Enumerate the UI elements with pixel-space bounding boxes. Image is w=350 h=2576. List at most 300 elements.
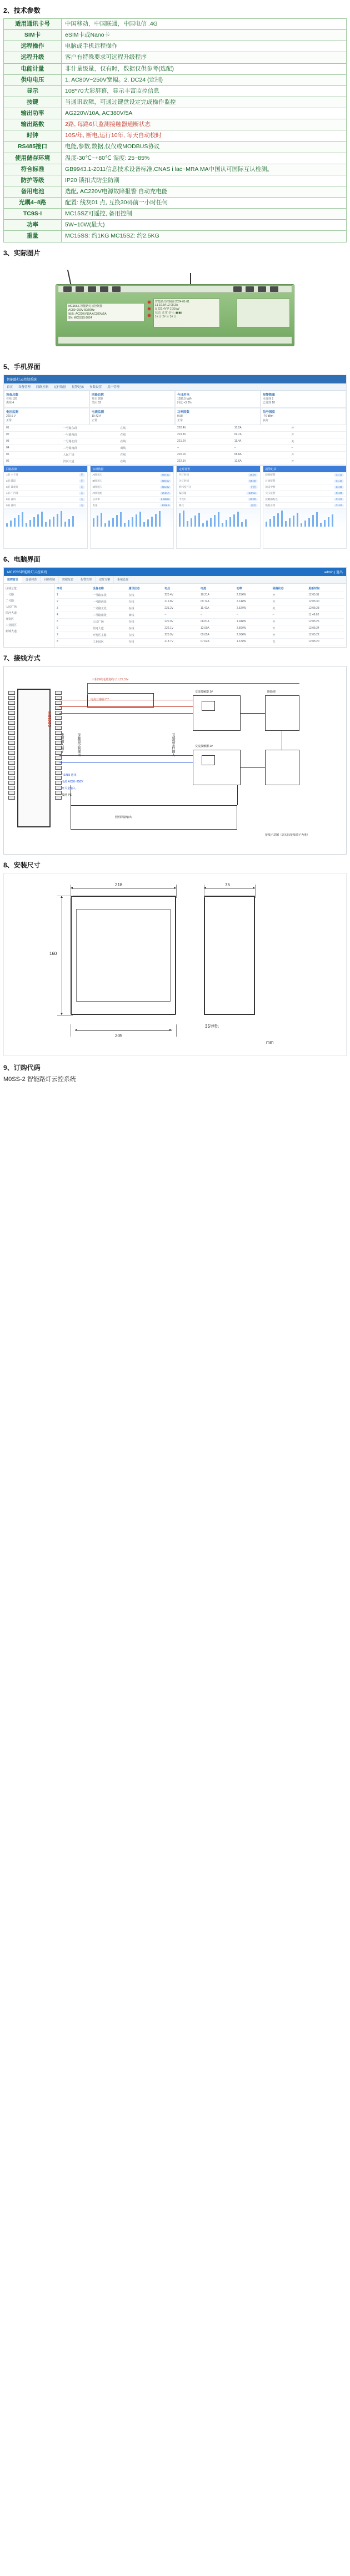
phone-item-label: 总功率 xyxy=(92,498,100,501)
screen-line: U 221.4V P 2.31kW xyxy=(155,307,179,311)
wiring-terminal xyxy=(55,771,62,775)
phone-list-item[interactable] xyxy=(263,491,347,497)
card-line: 关闭 52 xyxy=(92,401,101,405)
chart-bar xyxy=(289,518,291,527)
table-cell: 11.4A xyxy=(234,440,242,443)
table-cell: 关 xyxy=(291,440,294,443)
console-nav[interactable] xyxy=(4,383,346,391)
wiring-terminal xyxy=(55,791,62,795)
pc-table-cell: 滨河大道 xyxy=(92,627,104,630)
phone-item-label: A相电流 xyxy=(92,492,102,494)
pc-table-cell: 7 xyxy=(57,633,58,637)
chart-bar xyxy=(226,520,227,527)
card-title: 报警数量 xyxy=(263,393,276,397)
phone-list-item[interactable] xyxy=(263,478,347,484)
chart-bar xyxy=(18,515,19,527)
pc-table-cell: 07.62A xyxy=(201,640,209,643)
wiring-terminal xyxy=(55,726,62,730)
wiring-terminal xyxy=(8,721,15,725)
pc-table-cell: 219.8V xyxy=(164,600,174,603)
card-title: 功率因数 xyxy=(177,410,190,414)
phone-item-value: 1286.5 xyxy=(160,504,171,507)
phone-list-item[interactable] xyxy=(4,478,87,484)
phone-list-item[interactable] xyxy=(91,491,174,497)
table-cell: 滨河大道 xyxy=(63,460,74,463)
chart-bar xyxy=(155,514,157,527)
pc-sidebar-item[interactable]: 开发区 xyxy=(6,618,14,621)
spec-key: 输出路数 xyxy=(4,119,62,130)
console-nav-item[interactable]: 运行数据 xyxy=(54,385,67,389)
pc-table-row[interactable] xyxy=(57,605,344,612)
pc-column-header: 序号 xyxy=(57,587,63,590)
spec-value: 温度-30℃~+80℃ 湿度: 25~85% xyxy=(62,153,347,164)
wiring-left-terminals xyxy=(8,691,16,801)
pc-table-cell: 开发区主路 xyxy=(92,634,107,637)
wire-line xyxy=(237,785,238,805)
spec-row xyxy=(4,41,347,52)
order-section-title: 9、订购代码 xyxy=(3,1064,41,1072)
spec-row xyxy=(4,130,347,142)
table-cell: 在线 xyxy=(120,440,126,443)
wiring-terminal xyxy=(8,781,15,785)
card-title: 电压监测 xyxy=(6,410,19,414)
status-led-icon xyxy=(148,314,151,317)
chart-bar xyxy=(206,521,208,527)
table-cell: 在线 xyxy=(120,433,126,437)
wiring-label: 三相四线电源进线 L1 L2 L3 N xyxy=(92,678,128,681)
phone-item-label: 开灯时间 xyxy=(179,473,189,476)
spec-row xyxy=(4,164,347,175)
chart-bar xyxy=(139,512,141,527)
pc-tab[interactable]: 回路控制 xyxy=(41,576,59,583)
pc-table-cell: 二号路北段 xyxy=(92,607,107,610)
console-stat-card[interactable] xyxy=(261,391,346,408)
pc-table-cell: -- xyxy=(164,613,167,617)
table-cell: 开 xyxy=(291,453,294,457)
spec-value: AG220V/10A, AC380V/5A xyxy=(62,108,347,119)
card-title: 设备总数 xyxy=(6,393,19,397)
console-nav-item[interactable]: 用户管理 xyxy=(107,385,120,389)
phone-list-item[interactable] xyxy=(91,472,174,478)
spec-key: TC9S-I xyxy=(4,209,62,220)
pc-sidebar-item[interactable]: 工业园区 xyxy=(6,624,17,627)
phone-list-item[interactable] xyxy=(91,503,174,509)
spec-value: 电脑或手机远程操作 xyxy=(62,41,347,52)
chart-bar xyxy=(218,512,219,527)
wiring-terminal xyxy=(8,726,15,730)
wiring-label: 电流互感器 CT xyxy=(91,698,109,701)
pc-table-cell: 6 xyxy=(57,627,58,630)
spec-key: 时钟 xyxy=(4,130,62,142)
pc-table-cell: 5 xyxy=(57,620,58,623)
pc-table-cell: 222.1V xyxy=(164,627,174,630)
mount-rail-text: 35导轨 xyxy=(205,1024,219,1029)
pc-table-cell: 221.2V xyxy=(164,607,174,610)
phone-list-item[interactable] xyxy=(177,472,260,478)
terminal-block xyxy=(76,286,84,292)
pc-tab[interactable]: 监控首页 xyxy=(4,576,22,583)
pc-table-row[interactable] xyxy=(57,592,344,599)
wiring-terminal xyxy=(8,746,15,750)
card-title: 电流监测 xyxy=(92,410,104,414)
phone-item-value: 关 xyxy=(79,486,85,489)
phone-list-item[interactable] xyxy=(4,491,87,497)
phone-item-label: 2路 辅道 xyxy=(6,479,16,482)
chart-bar xyxy=(308,518,310,527)
console-nav-item[interactable]: 参数设置 xyxy=(89,385,102,389)
extension-line xyxy=(176,1024,177,1037)
spec-value: 中国移动，中国联通，中国电信 .4G xyxy=(62,19,347,30)
phone-item-value: 01-03 xyxy=(334,498,344,501)
phone-section-title: 5、手机界面 xyxy=(3,362,41,371)
console-stat-card[interactable] xyxy=(4,391,89,408)
pc-table-cell: 11:48:02 xyxy=(308,613,319,617)
chart-bar xyxy=(120,512,122,527)
pc-table-row[interactable] xyxy=(57,639,344,645)
phone-item-value: 01-10 xyxy=(334,479,344,483)
terminal-block xyxy=(100,286,108,292)
nameplate-line: MC15SS 智能路灯云控制器 xyxy=(68,304,103,308)
spec-row xyxy=(4,142,347,153)
wiring-terminal xyxy=(8,701,15,705)
chart-bar xyxy=(151,517,153,527)
pc-table-cell: 12:05:24 xyxy=(308,627,319,630)
table-cell: 220.4V xyxy=(177,426,186,430)
chart-bar xyxy=(198,513,200,527)
spec-row xyxy=(4,119,347,130)
wiring-terminal xyxy=(55,766,62,770)
pc-column-header: 功率 xyxy=(236,587,242,590)
pc-table-cell: 关 xyxy=(272,640,276,644)
pc-table-cell: 在线 xyxy=(128,594,134,597)
table-cell: 10.2A xyxy=(234,426,242,430)
console-header: 智能路灯云控制系统 xyxy=(4,375,346,383)
pc-table-cell: 2.14kW xyxy=(236,600,246,603)
phone-item-label: 接触器粘连 xyxy=(265,498,278,501)
pc-sidebar-item[interactable]: 一号路 xyxy=(6,593,14,597)
phone-list-item[interactable] xyxy=(263,503,347,509)
phone-item-label: B相电压 xyxy=(92,479,102,482)
chart-bar xyxy=(320,523,322,527)
chart-bar xyxy=(136,514,137,527)
pc-body xyxy=(4,584,346,647)
pc-console xyxy=(3,567,347,648)
chart-bar xyxy=(273,516,275,527)
pc-sidebar-item[interactable]: 区域总览 xyxy=(6,587,17,590)
pc-table-row[interactable] xyxy=(57,632,344,639)
pc-column-header: 更新时间 xyxy=(308,587,320,590)
pc-table-cell: 08.81A xyxy=(201,620,209,623)
phone-list-item[interactable] xyxy=(263,484,347,491)
phone-item-value: 启用 xyxy=(249,486,258,489)
spec-value: 2路, 每路6只监测接触器通断状态 xyxy=(62,119,347,130)
chart-bar xyxy=(328,517,329,527)
console-stat-card[interactable] xyxy=(89,391,175,408)
console-stat-card[interactable] xyxy=(175,408,261,425)
status-led-icon xyxy=(148,301,151,304)
chart-bar xyxy=(269,519,271,527)
table-cell: 02 xyxy=(6,433,9,436)
phone-list-item[interactable] xyxy=(177,497,260,503)
spec-row xyxy=(4,97,347,108)
pc-table-cell: 在线 xyxy=(128,634,134,637)
chart-bar xyxy=(143,522,145,527)
pc-table-cell: 220.9V xyxy=(164,633,174,637)
device-bottom-terminal-strip xyxy=(58,336,292,344)
wiring-terminal xyxy=(8,766,15,770)
front-view xyxy=(71,896,176,1015)
phone-item-value: 关 xyxy=(79,492,85,495)
dimension-arrow-inner-width xyxy=(75,1030,172,1031)
dimension-drawing xyxy=(3,873,347,1056)
chart-bar xyxy=(297,513,298,527)
chart-bar xyxy=(41,512,43,527)
wiring-label: 电源 AC80~250V xyxy=(62,780,83,784)
table-row[interactable] xyxy=(4,425,346,432)
console-nav-item[interactable]: 回路控制 xyxy=(36,385,49,389)
product-photo xyxy=(3,261,347,356)
console-stat-card[interactable] xyxy=(4,408,89,425)
pc-sidebar-item[interactable]: 二号路 xyxy=(6,599,14,603)
console-stat-card[interactable] xyxy=(89,408,175,425)
breaker-box-1 xyxy=(265,695,299,731)
console-nav-item[interactable]: 设备管理 xyxy=(18,385,31,389)
phone-item-value: 221.0V xyxy=(160,486,171,489)
breaker-box-2 xyxy=(265,750,299,785)
phone-list-item[interactable] xyxy=(177,484,260,491)
wire-line xyxy=(241,767,265,768)
pc-table-cell: 二号路南段 xyxy=(92,614,107,617)
card-title: 信号强度 xyxy=(263,410,276,414)
console-table xyxy=(4,425,346,465)
wiring-label: 开关量输入 xyxy=(62,787,76,790)
pc-tab[interactable]: 数据报表 xyxy=(59,576,77,583)
pc-table-row[interactable] xyxy=(57,612,344,619)
table-row[interactable] xyxy=(4,458,346,465)
card-line: 1286.5 kWh xyxy=(177,397,192,401)
phone-list-item[interactable] xyxy=(4,484,87,491)
chart-bar xyxy=(285,521,287,527)
card-line: 在线 126 xyxy=(6,397,17,401)
pc-table-cell: 12:05:31 xyxy=(308,593,319,597)
chart-bar xyxy=(45,522,47,527)
dimension-width-text: 218 xyxy=(115,882,123,887)
phone-list-item[interactable] xyxy=(91,497,174,503)
terminal-block xyxy=(258,286,266,292)
pc-sidebar-item[interactable]: 人民广场 xyxy=(6,605,17,609)
console-stat-card[interactable] xyxy=(175,391,261,408)
terminal-block xyxy=(88,286,96,292)
wiring-terminal xyxy=(55,796,62,800)
chart-bar xyxy=(241,522,243,527)
pc-tab[interactable]: 设备列表 xyxy=(22,576,41,583)
chart-bar xyxy=(37,514,39,527)
table-cell: 08.8A xyxy=(234,453,242,456)
coil-symbol xyxy=(202,755,215,765)
phone-item-label: 5路 备用 xyxy=(6,498,16,501)
wiring-terminal xyxy=(55,701,62,705)
device-illustration xyxy=(44,270,306,353)
wiring-device-label: MC15SS xyxy=(47,711,51,727)
pc-title: MC15SS智能路灯云控系统 xyxy=(7,571,48,574)
phone-screen-title: 报警记录 xyxy=(263,466,347,472)
pc-tab[interactable]: 系统设置 xyxy=(114,576,132,583)
chart-bar xyxy=(187,521,188,527)
phone-item-label: 模式 xyxy=(179,504,184,507)
wiring-terminal xyxy=(55,781,62,785)
spec-key: 符合标准 xyxy=(4,164,62,175)
terminal-block xyxy=(112,286,121,292)
table-row[interactable] xyxy=(4,452,346,458)
pc-main-table xyxy=(55,584,346,647)
chart-bar xyxy=(132,517,133,527)
console-stat-card[interactable] xyxy=(261,408,346,425)
phone-list-item[interactable] xyxy=(177,491,260,497)
pc-table-cell: 218.7V xyxy=(164,640,174,643)
chart-bar xyxy=(22,512,23,527)
phone-item-value: 开 xyxy=(79,479,85,483)
chart-bar xyxy=(68,519,70,527)
phone-list-item[interactable] xyxy=(263,472,347,478)
table-row[interactable] xyxy=(4,445,346,452)
pc-title-bar xyxy=(4,568,346,576)
phone-screenshot xyxy=(3,466,88,549)
pc-sidebar-item[interactable]: 新城大道 xyxy=(6,630,17,633)
wiring-terminal xyxy=(55,756,62,760)
spec-key: 按键 xyxy=(4,97,62,108)
wiring-label: 交流接触器 1# xyxy=(195,690,213,694)
front-view-inner-panel xyxy=(76,909,171,1002)
dimension-depth-text: 75 xyxy=(225,882,230,887)
spec-value: IP20 锁扣式防尘防潮 xyxy=(62,175,347,186)
phone-item-label: 1路 主干道 xyxy=(6,473,18,476)
wiring-terminal xyxy=(55,721,62,725)
contactor-box-2 xyxy=(193,750,241,785)
table-cell: 09.7A xyxy=(234,433,242,436)
photo-section-title: 3、实际图片 xyxy=(3,249,41,257)
wiring-terminal xyxy=(8,711,15,715)
card-title: 回路总数 xyxy=(92,393,104,397)
chart-bar xyxy=(179,513,181,527)
device-display-screen xyxy=(153,299,220,327)
extension-line xyxy=(255,885,256,898)
table-row[interactable] xyxy=(4,432,346,438)
wiring-terminal xyxy=(55,786,62,790)
pc-tab[interactable]: 定时方案 xyxy=(96,576,114,583)
wiring-terminal xyxy=(8,706,15,710)
chart-bar xyxy=(266,522,267,527)
pc-tab[interactable]: 报警管理 xyxy=(77,576,96,583)
chart-bar xyxy=(104,523,106,527)
table-row[interactable] xyxy=(4,438,346,445)
phone-web-console xyxy=(3,375,347,466)
phone-mini-chart xyxy=(263,509,347,528)
pc-table-row[interactable] xyxy=(57,619,344,625)
pc-column-header: 回路状态 xyxy=(272,587,284,590)
wiring-terminal xyxy=(8,741,15,745)
wiring-terminal xyxy=(8,691,15,695)
pc-table-row[interactable] xyxy=(57,625,344,632)
console-nav-item[interactable]: 报警记录 xyxy=(72,385,84,389)
wiring-vtext: 互感器采样输入 xyxy=(171,733,174,756)
phone-list-item[interactable] xyxy=(4,472,87,478)
phone-item-value: 6.82kW xyxy=(159,498,171,501)
chart-bar xyxy=(108,521,110,527)
phone-mini-chart xyxy=(4,509,87,528)
phone-list-item[interactable] xyxy=(263,497,347,503)
pc-table-cell: 220.4V xyxy=(164,593,174,597)
phone-item-label: 6路 备用 xyxy=(6,504,16,507)
phone-list-item[interactable] xyxy=(177,478,260,484)
phone-list-item[interactable] xyxy=(4,503,87,509)
pc-table-cell: -- xyxy=(236,613,239,617)
spec-row xyxy=(4,19,347,30)
pc-table-cell: 开 xyxy=(272,627,276,630)
pc-column-header: 设备名称 xyxy=(92,587,104,590)
pc-user-menu[interactable]: admin | 退出 xyxy=(324,571,343,574)
table-cell: 06 xyxy=(6,459,9,463)
phone-list-item[interactable] xyxy=(4,497,87,503)
table-cell: 开 xyxy=(291,427,294,430)
pc-table-cell: 工业园区 xyxy=(92,640,104,644)
chart-bar xyxy=(214,515,216,527)
chart-bar xyxy=(29,520,31,527)
spec-key: 备用电池 xyxy=(4,186,62,197)
chart-bar xyxy=(312,515,314,527)
spec-row xyxy=(4,108,347,119)
table-cell: 一号路西段 xyxy=(63,433,77,437)
chart-bar xyxy=(26,523,27,527)
pc-table-row[interactable] xyxy=(57,599,344,605)
chart-bar xyxy=(301,523,302,527)
chart-bar xyxy=(210,518,212,527)
chart-bar xyxy=(6,523,8,527)
dimension-unit-text: mm xyxy=(266,1040,274,1045)
phone-screenshot xyxy=(176,466,261,549)
card-line: 220.6 V xyxy=(6,415,16,418)
chart-bar xyxy=(112,518,114,527)
chart-bar xyxy=(124,523,126,527)
pc-sidebar-item[interactable]: 滨河大道 xyxy=(6,612,17,615)
spec-value: 非计量级量，仅有时，数据仅供参考(选配) xyxy=(62,63,347,74)
chart-bar xyxy=(10,521,12,527)
console-nav-item[interactable]: 首页 xyxy=(7,385,13,389)
terminal-block xyxy=(270,286,278,292)
table-cell: 一号路东段 xyxy=(63,427,77,430)
chart-bar xyxy=(128,520,129,527)
wiring-label: 接地 PE xyxy=(62,794,72,797)
terminal-block xyxy=(233,286,242,292)
chart-bar xyxy=(293,516,294,527)
pc-sidebar[interactable] xyxy=(4,584,55,647)
table-cell: 开 xyxy=(291,433,294,437)
wiring-terminal xyxy=(8,696,15,700)
card-title: 今日用电 xyxy=(177,393,190,397)
pc-table-cell: 09.05A xyxy=(201,633,209,637)
screen-line: L1 10.5A L2 08.3A xyxy=(155,304,178,307)
phone-list-item[interactable] xyxy=(177,503,260,509)
pc-table-cell: 在线 xyxy=(128,607,134,610)
wiring-terminal xyxy=(8,761,15,765)
spec-key: SIM卡 xyxy=(4,30,62,41)
pc-table-cell: 2 xyxy=(57,600,58,603)
phone-list-item[interactable] xyxy=(91,484,174,491)
extension-line xyxy=(176,885,177,898)
pc-tab-bar[interactable] xyxy=(4,576,346,584)
phone-item-label: 通讯中断 xyxy=(265,486,276,488)
phone-list-item[interactable] xyxy=(91,478,174,484)
table-cell: -- xyxy=(291,446,293,449)
